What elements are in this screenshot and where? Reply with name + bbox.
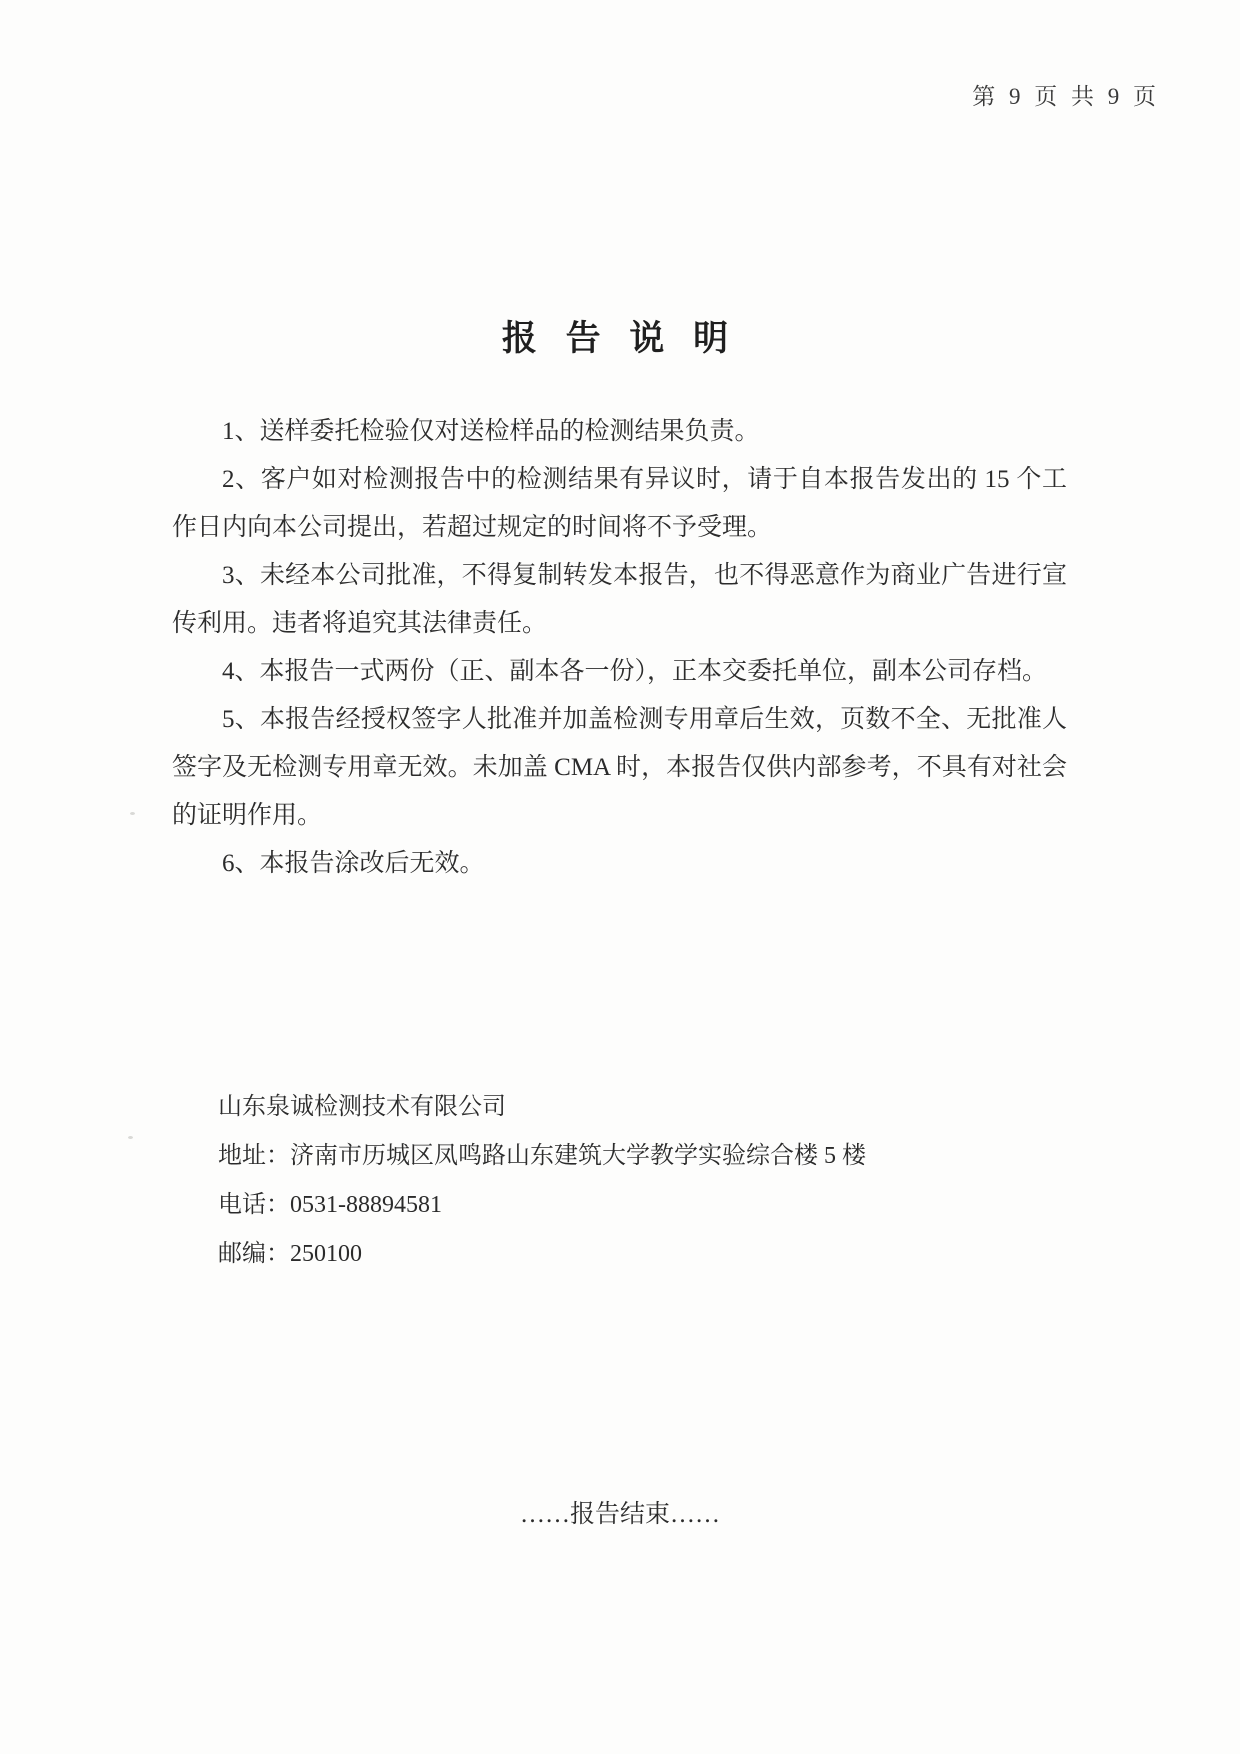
report-note: 3、未经本公司批准，不得复制转发本报告，也不得恶意作为商业广告进行宣传利用。违者将追究其法律责任。 <box>172 562 1067 637</box>
report-note: 6、本报告涂改后无效。 <box>222 850 485 877</box>
company-address: 地址：济南市历城区凤鸣路山东建筑大学教学实验综合楼 5 楼 <box>218 1143 866 1169</box>
page-title: 报 告 说 明 <box>501 319 739 359</box>
page-number: 第 9 页 共 9 页 <box>972 84 1160 109</box>
company-postal-code: 邮编：250100 <box>218 1241 362 1267</box>
report-note: 2、客户如对检测报告中的检测结果有异议时，请于自本报告发出的 15 个工作日内向本公司提出，若超过规定的时间将不予受理。 <box>172 466 1067 541</box>
company-name: 山东泉诚检测技术有限公司 <box>218 1094 506 1120</box>
report-end-marker: ……报告结束…… <box>519 1501 720 1528</box>
report-notes-section <box>172 408 1067 888</box>
report-note: 5、本报告经授权签字人批准并加盖检测专用章后生效，页数不全、无批准人签字及无检测专用章无效。未加盖 CMA 时，本报告仅供内部参考，不具有对社会的证明作用。 <box>172 706 1067 829</box>
scan-artifact <box>130 812 135 815</box>
company-info-section <box>218 1083 1038 1279</box>
report-note: 4、本报告一式两份（正、副本各一份），正本交委托单位，副本公司存档。 <box>222 658 1048 685</box>
company-phone: 电话：0531-88894581 <box>218 1192 442 1218</box>
scan-artifact <box>128 1136 133 1139</box>
report-note: 1、送样委托检验仅对送检样品的检测结果负责。 <box>222 418 760 445</box>
